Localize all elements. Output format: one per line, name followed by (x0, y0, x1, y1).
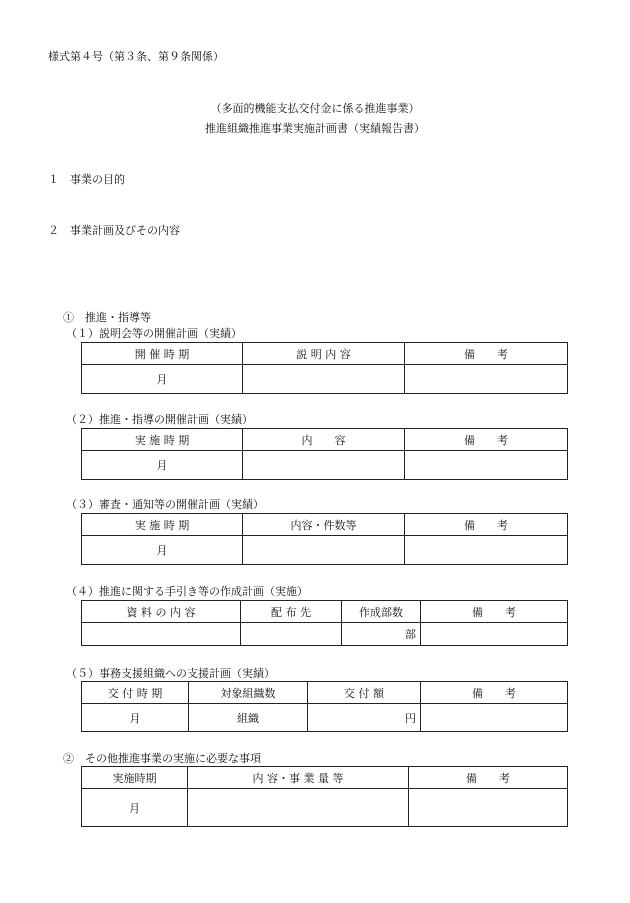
table2-cell-remarks (405, 451, 568, 480)
table5-cell-month (82, 704, 189, 732)
month-unit: 月 (156, 459, 168, 472)
guidance-schedule-table (81, 428, 568, 480)
table4-cell-copies (342, 623, 421, 646)
table4-cell-material (82, 623, 241, 646)
table1-cell-remarks (405, 365, 568, 394)
section-plan: ２ 事業計画及びその内容 (48, 224, 180, 237)
copies-unit: 部 (405, 628, 416, 641)
table4-header-distribution: 配 布 先 (241, 601, 342, 623)
table3-header-content: 内容・件数等 (243, 514, 405, 536)
table6-cell-remarks (409, 789, 568, 827)
table6-header-period: 実施時期 (82, 767, 188, 789)
table5-cell-amount (308, 704, 421, 732)
document-title-line2: 推進組織推進事業実施計画書（実績報告書） (205, 122, 425, 135)
table1-header-period: 開 催 時 期 (82, 343, 243, 365)
table2-cell-month (82, 451, 243, 480)
table5-cell-orgs (189, 704, 308, 732)
table3-caption: （３）審査・通知等の開催計画（実績） (66, 498, 264, 511)
table4-header-remarks: 備 考 (421, 601, 568, 623)
table3-cell-remarks (405, 536, 568, 565)
subsection-guidance: ① 推進・指導等 (63, 311, 151, 324)
table4-cell-distribution (241, 623, 342, 646)
table5-header-orgs: 対象組織数 (189, 682, 308, 704)
table4-header-copies: 作成部数 (342, 601, 421, 623)
month-unit: 月 (156, 544, 168, 557)
document-title-line1: （多面的機能支払交付金に係る推進事業） (210, 102, 420, 115)
table5-header-period: 交 付 時 期 (82, 682, 189, 704)
table1-header-remarks: 備 考 (405, 343, 568, 365)
month-unit: 月 (129, 801, 140, 815)
table3-cell-month (82, 536, 243, 565)
table1-caption: （１）説明会等の開催計画（実績） (66, 327, 242, 340)
table2-header-remarks: 備 考 (405, 429, 568, 451)
table5-caption: （５）事務支援組織への支援計画（実績） (66, 667, 275, 680)
table5-header-remarks: 備 考 (421, 682, 568, 704)
briefing-schedule-table (81, 342, 568, 394)
subsection-other: ② その他推進事業の実施に必要な事項 (63, 752, 261, 765)
table1-cell-month (82, 365, 243, 394)
table1-cell-content (243, 365, 405, 394)
month-unit: 月 (129, 711, 141, 725)
yen-unit: 円 (405, 711, 416, 725)
table2-cell-content (243, 451, 405, 480)
table3-header-remarks: 備 考 (405, 514, 568, 536)
org-unit: 組織 (237, 711, 259, 725)
table1-header-content: 説 明 内 容 (243, 343, 405, 365)
other-items-table (81, 766, 568, 827)
table2-header-content: 内 容 (243, 429, 405, 451)
table2-header-period: 実 施 時 期 (82, 429, 243, 451)
table6-header-remarks: 備 考 (409, 767, 568, 789)
form-number: 様式第４号（第３条、第９条関係） (48, 50, 224, 63)
table3-header-period: 実 施 時 期 (82, 514, 243, 536)
section-purpose: １ 事業の目的 (48, 173, 125, 186)
table4-cell-remarks (421, 623, 568, 646)
table4-caption: （４）推進に関する手引き等の作成計画（実施） (66, 585, 308, 598)
table3-cell-content (243, 536, 405, 565)
table4-header-material: 資 料 の 内 容 (82, 601, 241, 623)
table5-cell-remarks (421, 704, 568, 732)
support-plan-table (81, 681, 568, 732)
month-unit: 月 (156, 373, 168, 386)
table6-cell-month (82, 789, 188, 827)
table2-caption: （２）推進・指導の開催計画（実績） (66, 413, 253, 426)
table6-header-content: 内 容・事 業 量 等 (188, 767, 409, 789)
review-schedule-table (81, 513, 568, 565)
table6-cell-content (188, 789, 409, 827)
table5-header-amount: 交 付 額 (308, 682, 421, 704)
manual-creation-table (81, 600, 568, 646)
